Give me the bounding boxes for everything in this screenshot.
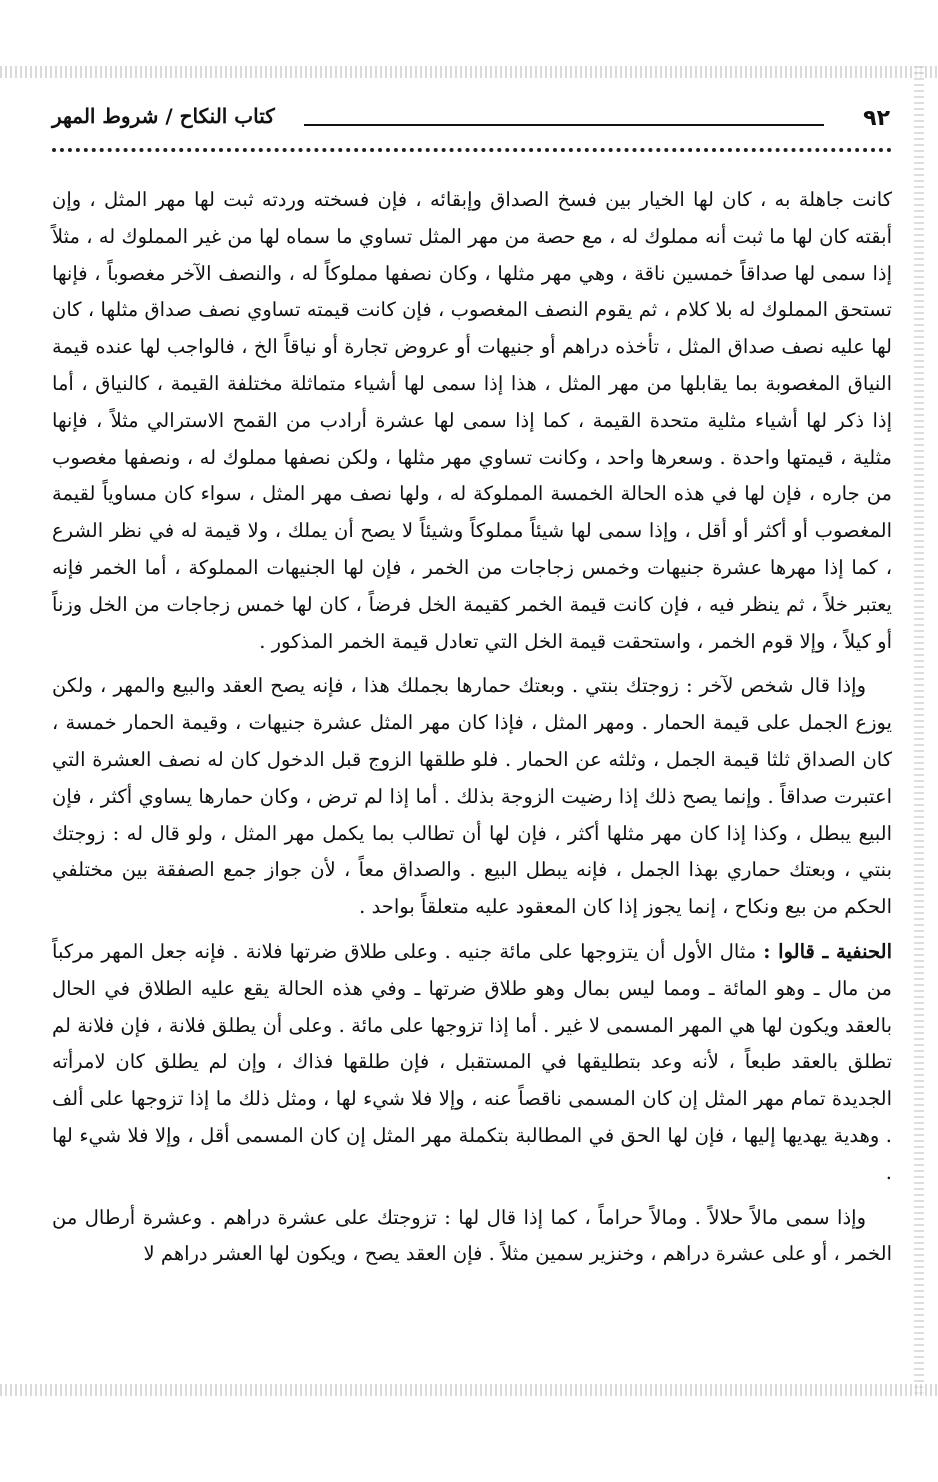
running-title: كتاب النكاح / شروط المهر [52,104,275,128]
page-header [52,100,890,140]
paragraph-2-text: وإذا قال شخص لآخر : زوجتك بنتي . وبعتك حمارها بجملك هذا ، فإنه يصح العقد والبيع والمهر ، ولكن يوزع الجمل على قيمة الحمار . ومهر المثل ، فإذا كان مهر المثل عشرة جنيهات ، وقيمة الحمار خمسة ، كان الصداق ثلثا قيمة الجمل ، وثلثه عن الحمار . فلو طلقها الزوج قبل الدخول كان له نصف العشرة التي اعتبرت صداقاً . وإنما يصح ذلك إذا رضيت الزوجة بذلك . أما إذا لم ترض ، وكان حمارها يساوي أكثر ، فإن البيع يبطل ، وكذا إذا كان مهر مثلها أكثر ، فإن لها أن تطالب بما يكمل مهر المثل ، ولو قال له : زوجتك بنتي ، وبعتك حماري بهذا الجمل ، فإنه يبطل البيع . والصداق معاً ، لأن جواز جمع الصفقة بين مختلفي الحكم من بيع ونكاح ، إنما يجوز إذا كان المعقود عليه متعلقاً بواحد . [52,674,892,919]
header-rule [304,124,824,126]
top-ornament-border [0,66,938,78]
dotted-separator [52,148,892,152]
hanafi-lead: الحنفية ـ قالوا : [763,939,892,963]
right-ornament-border [914,66,924,1396]
paragraph-1-text: كانت جاهلة به ، كان لها الخيار بين فسخ الصداق وإبقائه ، فإن فسخته وردته ثبت لها مهر المثل ، وإن أبقته كان لها ما ثبت أنه مملوك له ، مع حصة من مهر المثل تساوي ما سماه لها من غير المملوك له ، مثلاً إذا سمى لها صداقاً خمسين ناقة ، وهي مهر مثلها ، وكان نصفها مملوكاً له ، والنصف الآخر مغصوباً ، فإنها تستحق المملوك له بلا كلام ، ثم يقوم النصف المغصوب ، فإن كانت قيمته تساوي نصف صداق مثلها ، كان لها عليه نصف صداق المثل ، تأخذه دراهم أو جنيهات أو عروض تجارة أو نياقاً الخ ، فالواجب لها عنده قيمة النياق المغصوبة بما يقابلها من مهر المثل ، هذا إذا سمى لها أشياء متماثلة مختلفة القيمة ، كالنياق ، أما إذا ذكر لها أشياء مثلية متحدة القيمة ، كما إذا سمى لها عشرة أرادب من القمح الاسترالي مثلاً ، فإنها مثلية ، قيمتها واحدة . وسعرها واحد ، وكانت تساوي مهر مثلها ، ولكن نصفها مملوك له ، ونصفها مغصوب من جاره ، فإن لها في هذه الحالة الخمسة المملوكة له ، ولها نصف مهر المثل ، سواء كان مساوياً لقيمة المغصوب أو أكثر أو أقل ، وإذا سمى لها شيئاً مملوكاً وشيئاً لا يصح أن يملك ، ولا قيمة له في نظر الشرع ، كما إذا مهرها عشرة جنيهات وخمس زجاجات من الخمر ، فإن لها الجنيهات المملوكة ، أما الخمر فإنه يعتبر خلاً ، ثم ينظر فيه ، فإن كانت قيمة الخمر كقيمة الخل فرضاً ، كان لها خمس زجاجات من الخل وزناً أو كيلاً ، وإلا قوم الخمر ، واستحقت قيمة الخل التي تعادل قيمة الخمر المذكور . [52,188,892,653]
page-body [52,182,892,1281]
paragraph-4 [52,1200,892,1274]
paragraph-2 [52,668,892,926]
paragraph-3-text: مثال الأول أن يتزوجها على مائة جنيه . وعلى طلاق ضرتها فلانة . فإنه جعل المهر مركباً من مال ـ وهو المائة ـ ومما ليس بمال وهو طلاق ضرتها ـ وفي هذه الحالة يقع عليه الطلاق في الحال بالعقد ويكون لها هي المهر المسمى لا غير . أما إذا تزوجها على مائة . وعلى أن يطلق فلانة ، فإن فلانة لم تطلق بالعقد طبعاً ، لأنه وعد بتطليقها في المستقبل ، فإن طلقها فذاك ، وإن لم يطلق كان لامرأته الجديدة تمام مهر المثل إن كان المسمى ناقصاً عنه ، وإلا فلا شيء لها ، ومثل ذلك ما إذا تزوجها على ألف . وهدية يهديها إليها ، فإن لها الحق في المطالبة بتكملة مهر المثل إن كان المسمى أقل ، وإلا فلا شيء لها . [52,939,892,1184]
paragraph-4-text: وإذا سمى مالاً حلالاً . ومالاً حراماً ، كما إذا قال لها : تزوجتك على عشرة دراهم . وعشرة أرطال من الخمر ، أو على عشرة دراهم ، وخنزير سمين مثلاً . فإن العقد يصح ، ويكون لها العشر دراهم لا [52,1205,892,1266]
bottom-ornament-border [0,1384,938,1396]
page-number: ٩٢ [863,106,890,131]
paragraph-3 [52,934,892,1192]
paragraph-1 [52,182,892,660]
